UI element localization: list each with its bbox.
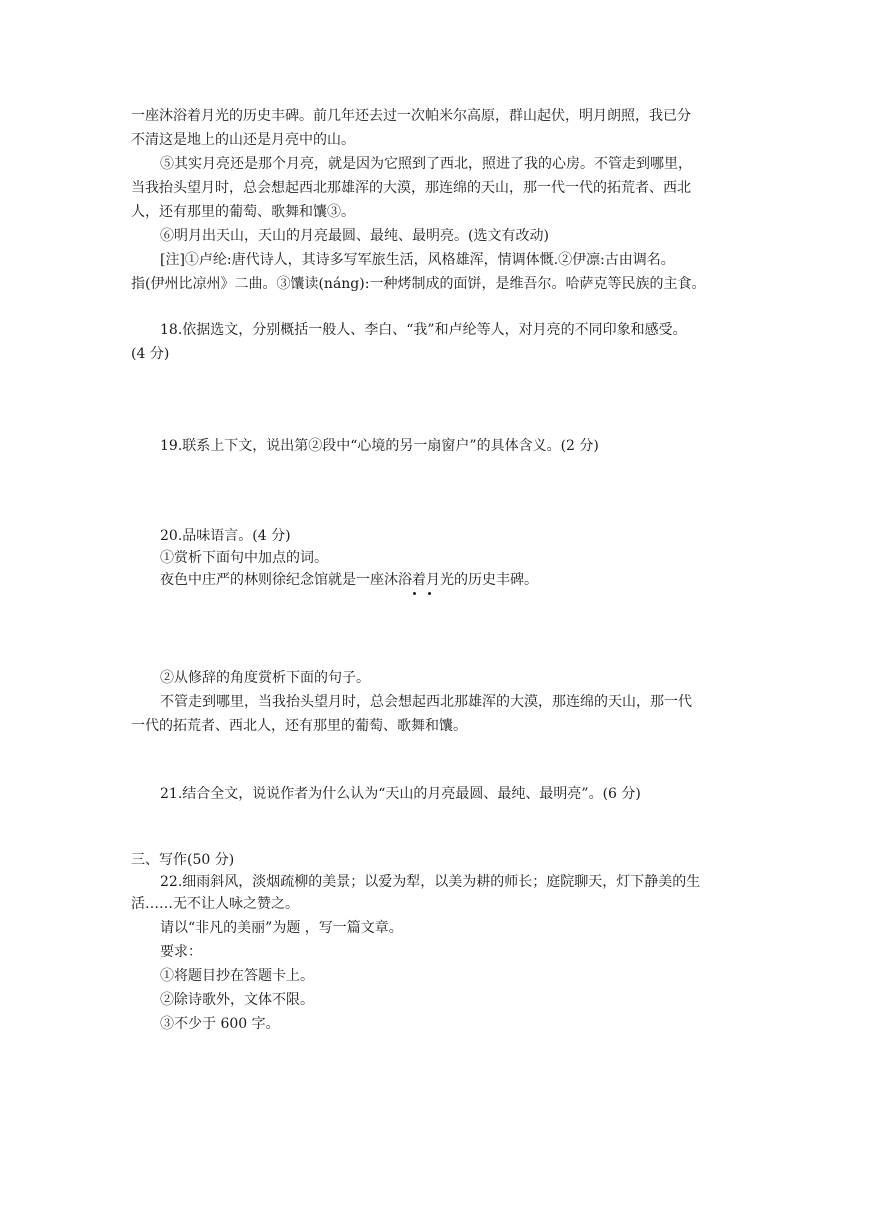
question-20-sub2: ②从修辞的角度赏析下面的句子。 bbox=[160, 670, 370, 686]
emphasis-dot bbox=[413, 592, 416, 595]
writing-prompt: 请以“非凡的美丽”为题 ，写一篇文章。 bbox=[160, 920, 403, 936]
passage-para5-line2: 当我抬头望月时，总会想起西北那雄浑的大漠，那连绵的天山，那一代一代的拓荒者、西北 bbox=[131, 180, 691, 196]
emphasis-dot bbox=[428, 592, 431, 595]
writing-requirement-1: ①将题目抄在答题卡上。 bbox=[160, 968, 314, 984]
question-22-line2: 活……无不让人咏之赞之。 bbox=[131, 896, 299, 912]
passage-para5-line3: 人，还有那里的葡萄、歌舞和馕③。 bbox=[131, 204, 355, 220]
question-19: 19.联系上下文，说出第②段中“心境的另一扇窗户”的具体含义。(2 分) bbox=[160, 438, 599, 454]
question-18-line2: (4 分) bbox=[131, 346, 170, 362]
question-20-title: 20.品味语言。(4 分) bbox=[160, 528, 291, 544]
question-20-quote-line2: 一代的拓荒者、西北人，还有那里的葡萄、歌舞和馕。 bbox=[131, 718, 467, 734]
writing-requirement-2: ②除诗歌外，文体不限。 bbox=[160, 992, 314, 1008]
question-20-quote-line1: 不管走到哪里，当我抬头望月时，总会想起西北那雄浑的大漠，那连绵的天山，那一代 bbox=[160, 694, 692, 710]
passage-para6: ⑥明月出天山，天山的月亮最圆、最纯、最明亮。(选文有改动) bbox=[160, 228, 549, 244]
writing-section-title: 三、写作(50 分) bbox=[131, 852, 235, 868]
passage-para5-line1: ⑤其实月亮还是那个月亮，就是因为它照到了西北，照进了我的心房。不管走到哪里， bbox=[160, 156, 692, 172]
question-22-line1: 22.细雨斜风，淡烟疏柳的美景；以爱为犁，以美为耕的师长；庭院聊天，灯下静美的生 bbox=[160, 874, 701, 890]
writing-requirement-3: ③不少于 600 字。 bbox=[160, 1016, 280, 1032]
writing-requirements-title: 要求： bbox=[160, 944, 202, 960]
passage-note-line1: [注]①卢纶:唐代诗人，其诗多写军旅生活，风格雄浑，情调体慨.②伊凛:古由调名。 bbox=[160, 252, 675, 268]
question-21: 21.结合全文，说说作者为什么认为“天山的月亮最圆、最纯、最明亮”。(6 分) bbox=[160, 786, 641, 802]
passage-para4-line2: 不清这是地上的山还是月亮中的山。 bbox=[131, 132, 355, 148]
question-20-sentence: 夜色中庄严的林则徐纪念馆就是一座沐浴着月光的历史丰碑。 bbox=[160, 572, 538, 588]
question-20-sub1: ①赏析下面句中加点的词。 bbox=[160, 550, 328, 566]
question-18-line1: 18.依据选文，分别概括一般人、李白、“我”和卢纶等人，对月亮的不同印象和感受。 bbox=[160, 322, 687, 338]
passage-note-line2: 指(伊州比凉州》二曲。③馕读(náng):一种烤制成的面饼，是维吾尔。哈萨克等民族的主食。 bbox=[131, 276, 706, 292]
passage-para4-line1: 一座沐浴着月光的历史丰碑。前几年还去过一次帕米尔高原，群山起伏，明月朗照，我已分 bbox=[131, 108, 691, 124]
